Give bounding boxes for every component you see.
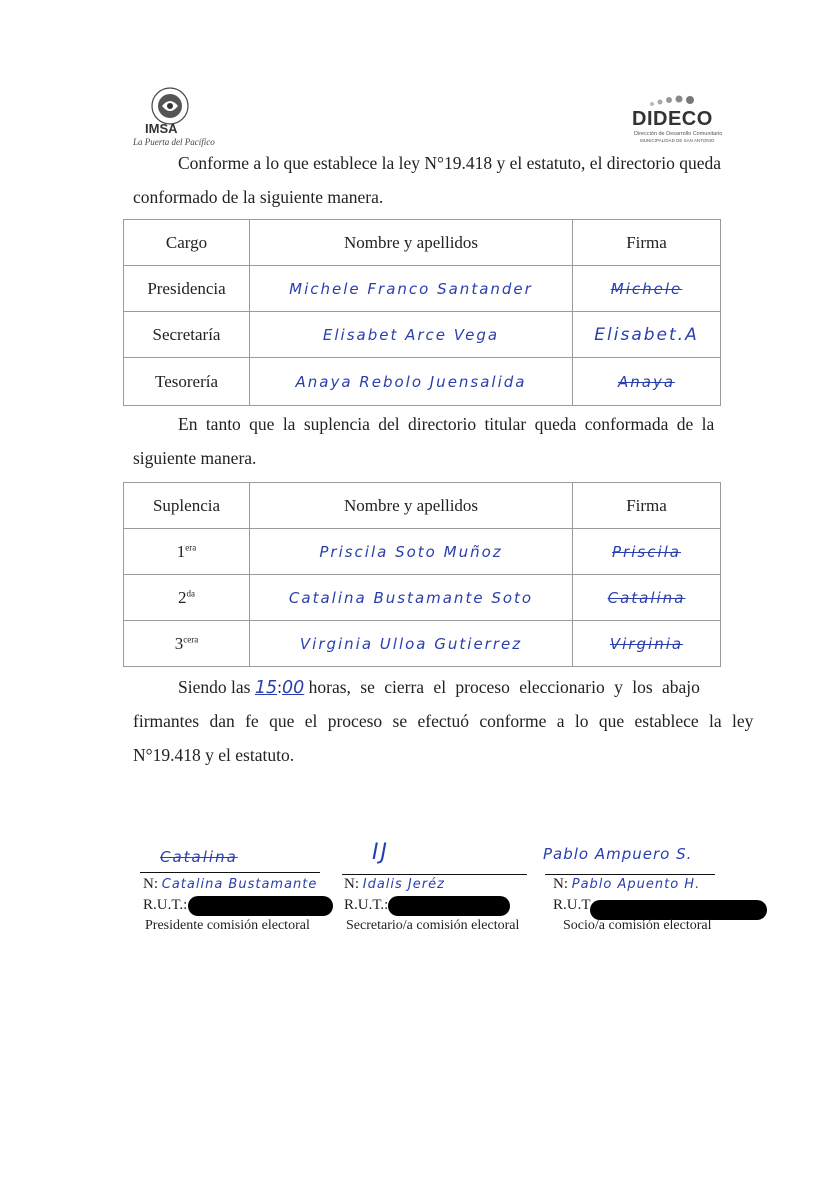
dideco-title: DIDECO: [632, 108, 713, 130]
closing-hour: 15: [254, 678, 278, 698]
intro-line-2: conformado de la siguiente manera.: [133, 187, 384, 207]
table-row: [124, 529, 721, 575]
suplencia-cell: [124, 575, 250, 621]
imsa-logo-text: IMSA: [145, 121, 178, 136]
header-nombre: Nombre y apellidos: [250, 483, 573, 529]
signer-1-name-row: [143, 876, 317, 893]
table-row: [124, 266, 721, 312]
signer-3-rut-label: R.U.T: [553, 897, 591, 913]
firma-cell: Michele: [573, 266, 721, 312]
intro-line-1: Conforme a lo que establece la ley N°19.418 y el estatuto, el directorio queda: [178, 153, 721, 173]
cargo-cell: Secretaría: [124, 312, 250, 358]
signature-1: Catalina: [160, 848, 238, 866]
suplencia-ordinal: da: [186, 587, 195, 598]
nombre-cell: Catalina Bustamante Soto: [250, 575, 573, 621]
signer-1-rut-label: R.U.T.:: [143, 897, 188, 913]
firma-cell: Virginia: [573, 621, 721, 667]
firma-cell: Priscila: [573, 529, 721, 575]
signature-line-2: [342, 874, 527, 875]
table-row: [124, 621, 721, 667]
header-cargo: Cargo: [124, 220, 250, 266]
signer-3-name-row: [553, 876, 700, 893]
signer-1-rut-redaction: [188, 896, 333, 916]
signature-3: Pablo Ampuero S.: [543, 845, 693, 863]
signer-2-rut-label: R.U.T.:: [344, 897, 389, 913]
header-firma: Firma: [573, 483, 721, 529]
suplencia-number: 3: [174, 633, 184, 653]
middle-line-1: En tanto que la suplencia del directorio titular queda conformada de la: [178, 414, 715, 434]
signer-2-name: Idalis Jeréz: [362, 877, 445, 892]
dideco-sub2: MUNICIPALIDAD DE SAN ANTONIO: [640, 138, 715, 143]
firma-cell: Catalina: [573, 575, 721, 621]
closing-line-3: N°19.418 y el estatuto.: [133, 745, 295, 765]
suplencia-ordinal: era: [185, 541, 197, 552]
signature-line-1: [140, 872, 320, 873]
header-firma: Firma: [573, 220, 721, 266]
firma-cell: Elisabet.A: [573, 312, 721, 358]
signature-line-3: [545, 874, 715, 875]
header-suplencia: Suplencia: [124, 483, 250, 529]
signature-2: IJ: [372, 840, 389, 865]
closing-text-end: horas, se cierra el proceso eleccionario y los abajo: [308, 677, 700, 697]
table-row: [124, 358, 721, 406]
nombre-cell: Virginia Ulloa Gutierrez: [250, 621, 573, 667]
signer-1-name: Catalina Bustamante: [161, 877, 318, 892]
header-nombre: Nombre y apellidos: [250, 220, 573, 266]
table-row: [124, 312, 721, 358]
closing-minutes: 00: [281, 678, 305, 698]
cargo-cell: Presidencia: [124, 266, 250, 312]
suplencia-table: [123, 482, 721, 667]
table-header-row: [124, 220, 721, 266]
signer-3-role: Socio/a comisión electoral: [563, 918, 712, 933]
middle-line-2: siguiente manera.: [133, 448, 257, 468]
closing-line-2: firmantes dan fe que el proceso se efectuó conforme a lo que establece la ley: [133, 711, 754, 731]
nombre-cell: Anaya Rebolo Juensalida: [250, 358, 573, 406]
suplencia-number: 2: [178, 587, 187, 607]
firma-cell: Anaya: [573, 358, 721, 406]
signer-1-role: Presidente comisión electoral: [145, 918, 310, 933]
imsa-tagline: La Puerta del Pacífico: [133, 137, 215, 147]
signer-3-name: Pablo Apuento H.: [571, 877, 701, 892]
signer-1-n-label: N:: [143, 876, 158, 892]
table-header-row: [124, 483, 721, 529]
signer-2-name-row: [344, 876, 445, 893]
directorio-table: [123, 219, 721, 406]
suplencia-cell: [124, 621, 250, 667]
closing-text-start: Siendo las: [178, 677, 251, 697]
nombre-cell: Priscila Soto Muñoz: [250, 529, 573, 575]
signer-3-rut-redaction: [590, 900, 767, 920]
cargo-cell: Tesorería: [124, 358, 250, 406]
signer-2-n-label: N:: [344, 876, 359, 892]
signer-3-n-label: N:: [553, 876, 568, 892]
dideco-sub1: Dirección de Desarrollo Comunitario: [634, 131, 723, 137]
suplencia-ordinal: cera: [183, 633, 199, 644]
nombre-cell: Michele Franco Santander: [250, 266, 573, 312]
nombre-cell: Elisabet Arce Vega: [250, 312, 573, 358]
closing-line-1: [178, 670, 700, 705]
suplencia-number: 1: [176, 541, 186, 561]
signer-2-rut-redaction: [388, 896, 510, 916]
signer-2-role: Secretario/a comisión electoral: [346, 918, 520, 933]
table-row: [124, 575, 721, 621]
suplencia-cell: [124, 529, 250, 575]
closing-separator: :: [277, 677, 282, 697]
